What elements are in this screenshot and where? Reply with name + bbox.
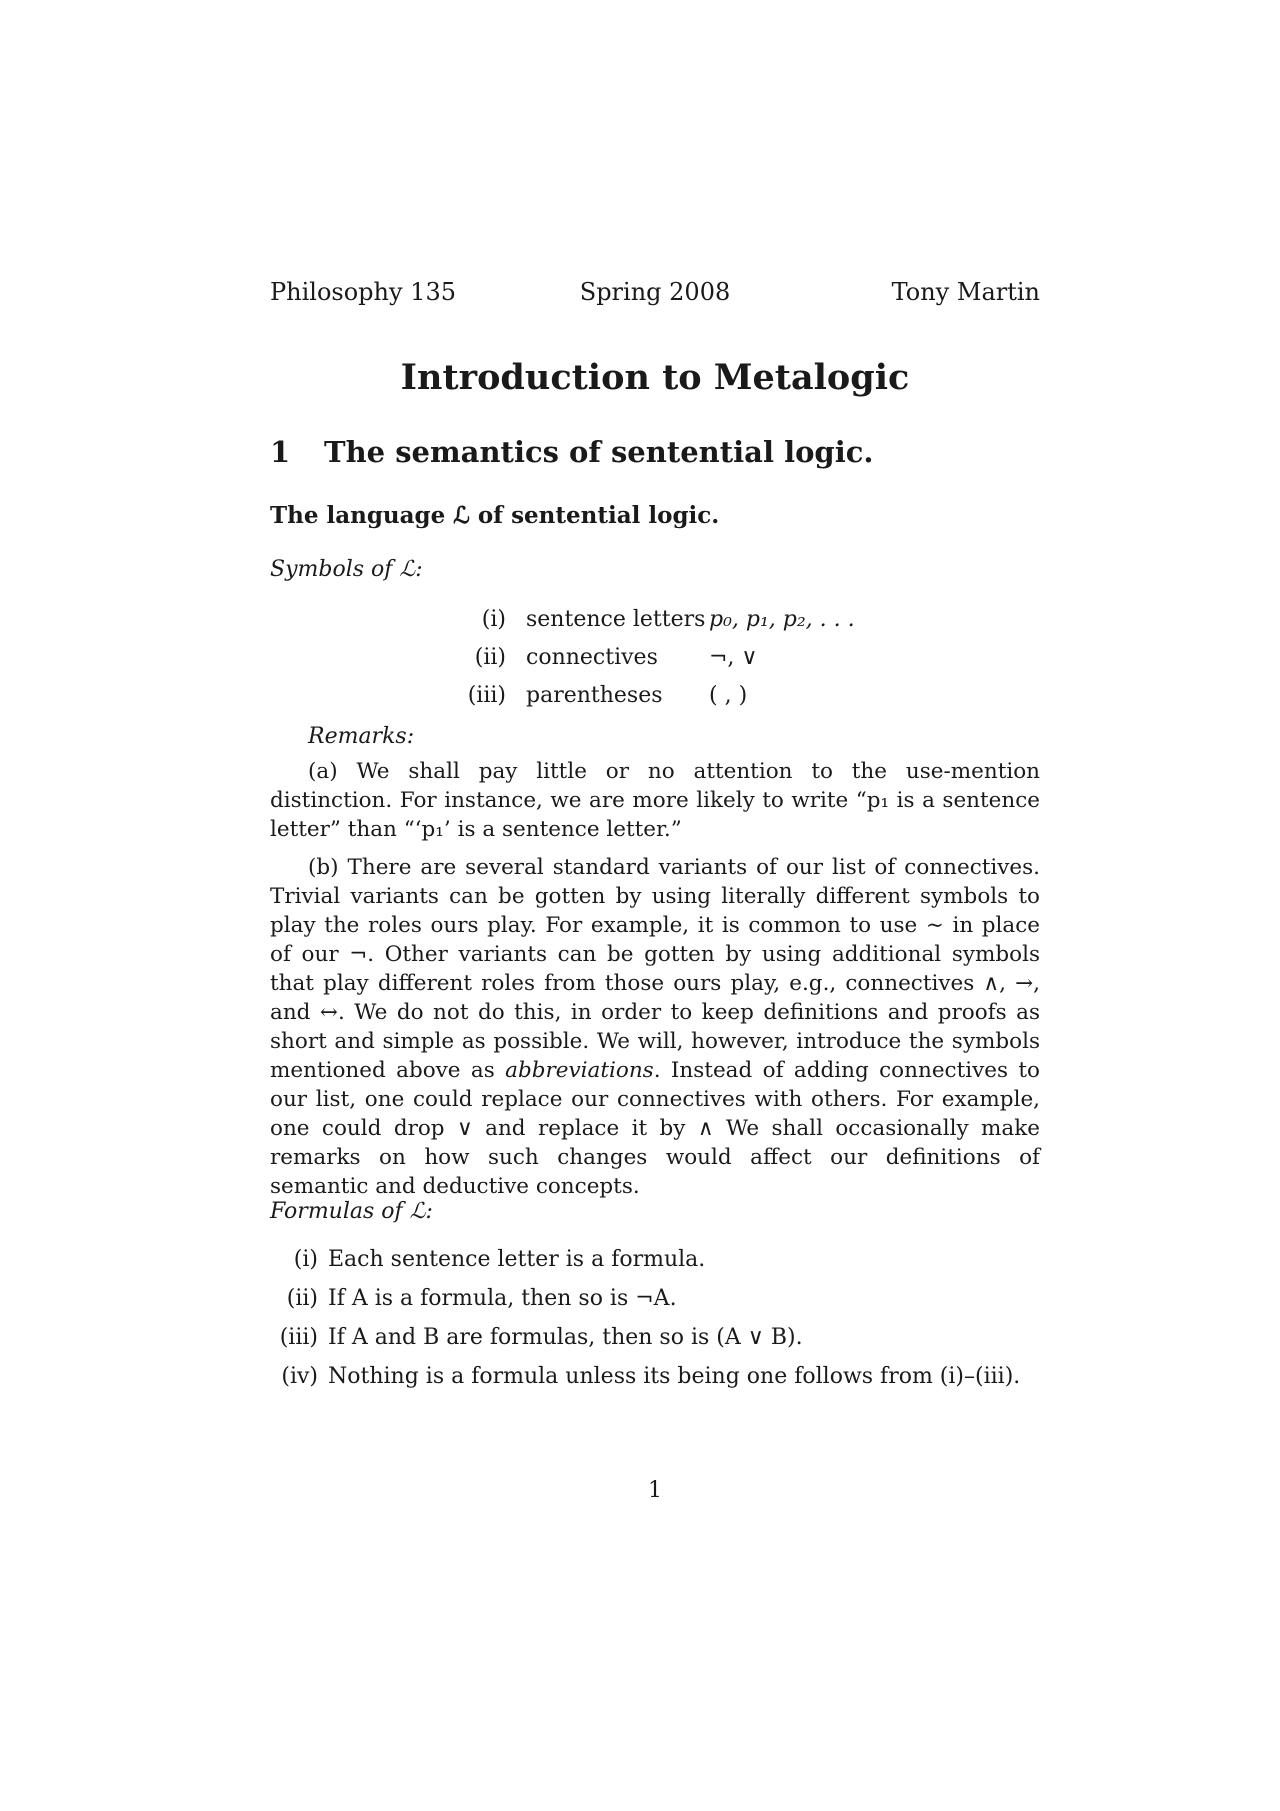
formulas-heading: Formulas of ℒ: <box>270 1199 433 1224</box>
remark-b-text-1: (b) There are several standard variants of our list of connectives. Trivial variants can be gotten by using literally different symbols to play the roles ours play. For example, it is common to use ∼ in place of our ¬. Other variants can be gotten by using additional symbols that play different roles from those ours play, e.g., connectives ∧, →, and ↔. We do not do this, in order to keep definitions and proofs as short and simple as possible. We will, however, introduce the symbols mentioned above as <box>270 855 1040 1083</box>
list-item-number: (iii) <box>279 1325 318 1350</box>
section-number: 1 <box>270 435 291 469</box>
list-item-number: (iv) <box>281 1364 318 1389</box>
symbols-table <box>450 600 855 714</box>
header-course: Philosophy 135 <box>270 278 456 306</box>
formulas-list <box>270 1243 1020 1399</box>
remark-b-emphasis: abbreviations <box>505 1058 654 1083</box>
list-item-number: (i) <box>293 1247 318 1272</box>
symbols-row-number: (iii) <box>467 682 506 708</box>
list-item-text: If A is a formula, then so is ¬A. <box>328 1286 677 1311</box>
list-item-text: Each sentence letter is a formula. <box>328 1247 706 1272</box>
symbols-row-label: connectives <box>526 644 658 670</box>
symbols-row-symbols: p₀, p₁, p₂, . . . <box>709 606 855 632</box>
symbols-row <box>450 600 855 638</box>
list-item-text: Nothing is a formula unless its being one follows from (i)–(iii). <box>328 1364 1021 1389</box>
list-item <box>270 1243 1020 1282</box>
symbols-row-number: (ii) <box>474 644 506 670</box>
symbols-row <box>450 676 855 714</box>
symbols-row-symbols: ¬, ∨ <box>709 644 758 670</box>
symbols-row-label: parentheses <box>526 682 663 708</box>
symbols-heading: Symbols of ℒ: <box>270 557 423 582</box>
remark-a-paragraph: (a) We shall pay little or no attention to the use-mention distinction. For instance, we are more likely to write “p₁ is a sentence letter” than “‘p₁’ is a sentence letter.” <box>270 759 1040 842</box>
list-item <box>270 1282 1020 1321</box>
section-heading <box>270 432 1040 472</box>
list-item <box>270 1360 1020 1399</box>
symbols-row-number: (i) <box>481 606 506 632</box>
symbols-row-label: sentence letters <box>526 606 706 632</box>
remark-b-paragraph <box>270 853 1040 1201</box>
list-item <box>270 1321 1020 1360</box>
document-title: Introduction to Metalogic <box>400 357 910 398</box>
symbols-row <box>450 638 855 676</box>
list-item-text: If A and B are formulas, then so is (A ∨ B). <box>328 1325 803 1350</box>
section-title: The semantics of sentential logic. <box>324 435 874 469</box>
document-page <box>270 0 1040 1811</box>
header-author: Tony Martin <box>891 278 1040 306</box>
remarks-heading: Remarks: <box>308 724 415 749</box>
remark-b-text-2: . Instead of adding connectives to our list, one could replace our connectives with others. For example, one could drop ∨ and replace it by ∧ We shall occasionally make remarks on how such changes would affect our definitions of semantic and deductive concepts. <box>270 1058 1040 1199</box>
page-number: 1 <box>648 1478 662 1503</box>
subsection-heading: The language ℒ of sentential logic. <box>270 502 720 529</box>
symbols-row-symbols: ( , ) <box>709 682 748 708</box>
header-term: Spring 2008 <box>579 278 731 306</box>
list-item-number: (ii) <box>286 1286 318 1311</box>
